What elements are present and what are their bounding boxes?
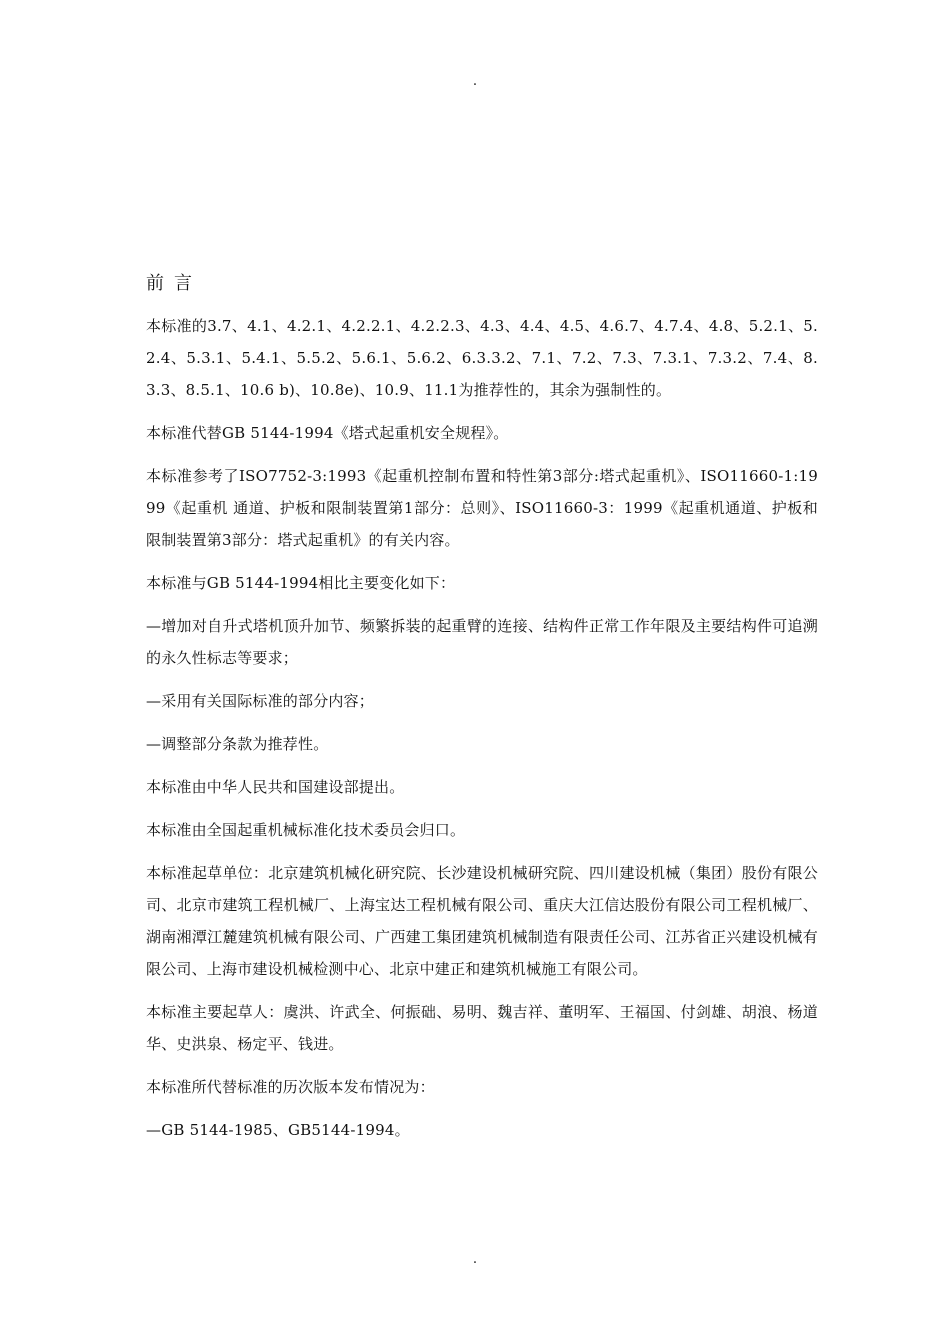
paragraph-change-item-3: —调整部分条款为推荐性。 bbox=[146, 735, 329, 753]
document-body bbox=[146, 268, 818, 1157]
paragraph-history-item: —GB 5144-1985、GB5144-1994。 bbox=[146, 1121, 410, 1139]
paragraph-references: 本标准参考了ISO7752-3:1993《起重机控制布置和特性第3部分:塔式起重机》、ISO11660-1:1999《起重机 通道、护板和限制装置第1部分：总则》、ISO11660-3：1999《起重机通道、护板和限制装置第3部分：塔式起重机》的有关内容。 bbox=[146, 467, 818, 549]
paragraph-change-item-2: —采用有关国际标准的部分内容； bbox=[146, 692, 375, 710]
paragraph-replaces-standard: 本标准代替GB 5144-1994《塔式起重机安全规程》。 bbox=[146, 424, 509, 442]
paragraph-centralized-by: 本标准由全国起重机械标准化技术委员会归口。 bbox=[146, 821, 466, 839]
paragraph-change-item-1: —增加对自升式塔机顶升加节、频繁拆装的起重臂的连接、结构件正常工作年限及主要结构件可追溯的永久性标志等要求； bbox=[146, 617, 818, 667]
paragraph-recommended-clauses: 本标准的3.7、4.1、4.2.1、4.2.2.1、4.2.2.3、4.3、4.4、4.5、4.6.7、4.7.4、4.8、5.2.1、5.2.4、5.3.1、5.4.1、5.5.2、5.6.1、5.6.2、6.3.3.2、7.1、7.2、7.3、7.3.1、7.3.2、7.4、8.3.3、8.5.1、10.6 b)、10.8e)、10.9、11.1为推荐性的，其余为强制性的。 bbox=[146, 317, 818, 399]
paragraph-history-intro: 本标准所代替标准的历次版本发布情况为： bbox=[146, 1078, 435, 1096]
paragraph-drafters: 本标准主要起草人：虞洪、许武全、何振础、易明、魏吉祥、董明军、王福国、付剑雄、胡浪、杨道华、史洪泉、杨定平、钱进。 bbox=[146, 1003, 818, 1053]
page-bottom-mark: . bbox=[472, 1251, 478, 1267]
section-heading: 前言 bbox=[146, 273, 202, 294]
paragraph-changes-intro: 本标准与GB 5144-1994相比主要变化如下： bbox=[146, 574, 456, 592]
page-top-mark: . bbox=[472, 73, 478, 89]
paragraph-drafting-units: 本标准起草单位：北京建筑机械化研究院、长沙建设机械研究院、四川建设机械（集团）股份有限公司、北京市建筑工程机械厂、上海宝达工程机械有限公司、重庆大江信达股份有限公司工程机械厂、湖南湘潭江麓建筑机械有限公司、广西建工集团建筑机械制造有限责任公司、江苏省正兴建设机械有限公司、上海市建设机械检测中心、北京中建正和建筑机械施工有限公司。 bbox=[146, 864, 818, 978]
paragraph-proposed-by: 本标准由中华人民共和国建设部提出。 bbox=[146, 778, 405, 796]
